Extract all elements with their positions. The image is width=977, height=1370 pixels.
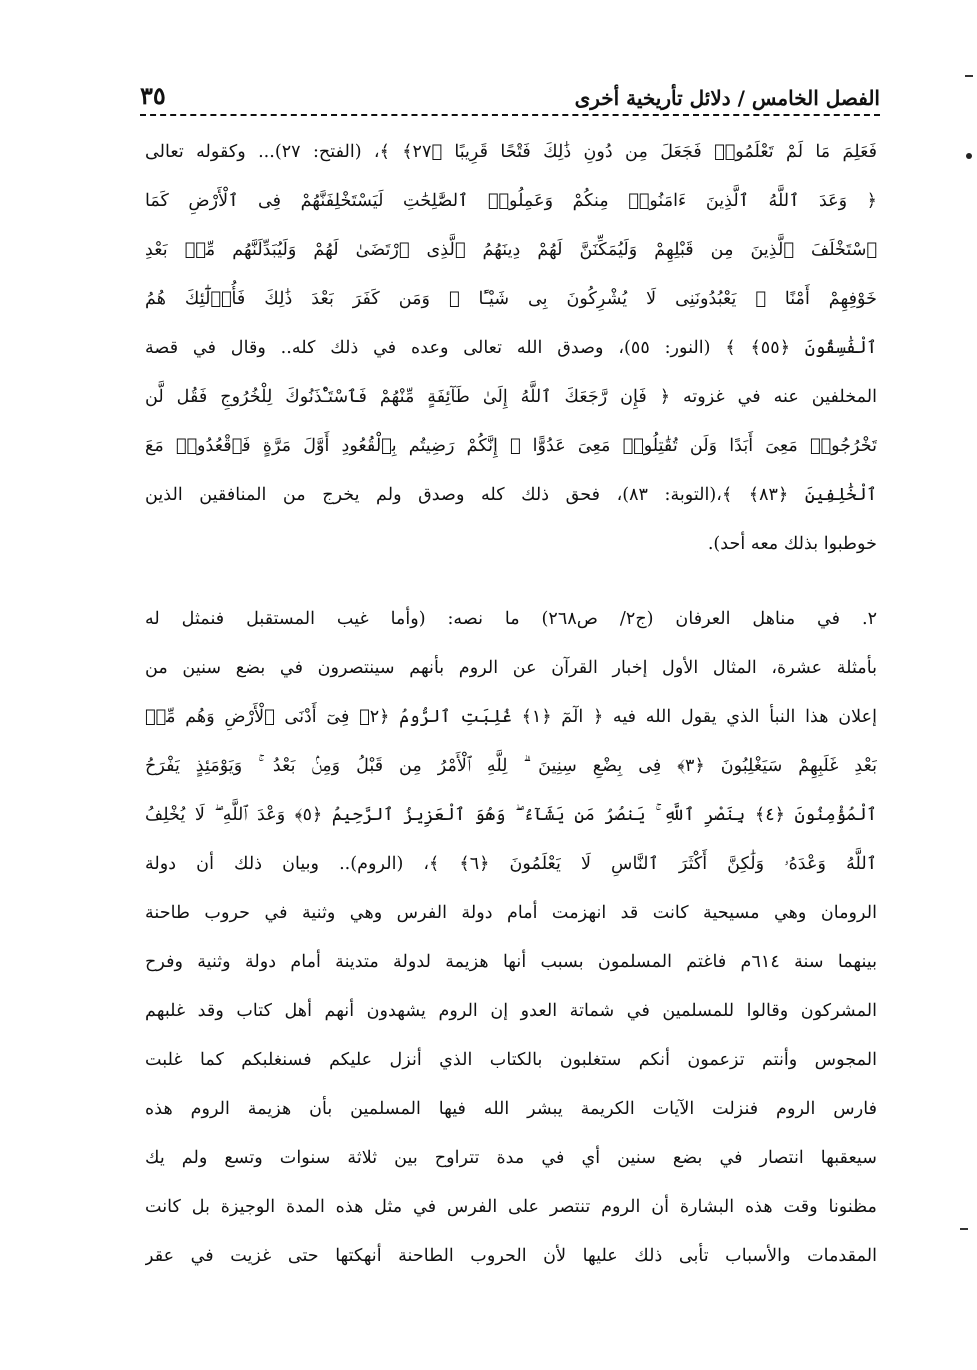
text-line: المخلفين عنه في غزوته ﴿ فَإِن رَّجَعَكَ ٱللَّهُ إِلَىٰ طَآئِفَةٍ مِّنْهُمْ فَٱسْتَـْٔذَنُوكَ لِلْخُرُوجِ فَقُل لَّن (145, 387, 877, 407)
text-line: ٱللَّهُ وَعْدَهُۥ وَلَٰكِنَّ أَكْثَرَ ٱلنَّاسِ لَا يَعْلَمُونَ ﴿٦﴾ ﴾، (الروم).. وبيان ذلك أن دولة (145, 854, 877, 874)
text-line: سيعقبها انتصار في بضع سنين أي في مدة تتراوح بين ثلاثة سنوات وتسع ولم يك (145, 1148, 877, 1168)
text-line: ٱلْخَٰلِفِينَ ﴿٨٣﴾ ﴾،(التوبة: ٨٣)، فحق ذلك كله وصدق ولم يخرج من المنافقين الذين (145, 485, 877, 505)
text-line: المجوس وأنتم تزعمون أنكم ستغلبون بالكتاب الذي أنزل عليكم فسنغلبكم كما غلبت (145, 1050, 877, 1070)
text-line: فَعَلِمَ مَا لَمْ تَعْلَمُوا۟ فَجَعَلَ مِن دُونِ ذَٰلِكَ فَتْحًا قَرِيبًا ﴿٢٧﴾ ﴾، (الفتح: ٢٧)... وكقوله تعالى (145, 142, 877, 162)
page-number: ٣٥ (140, 81, 166, 110)
text-line: ٱسْتَخْلَفَ ٱلَّذِينَ مِن قَبْلِهِمْ وَلَيُمَكِّنَنَّ لَهُمْ دِينَهُمُ ٱلَّذِى ٱرْتَضَىٰ لَهُمْ وَلَيُبَدِّلَنَّهُم مِّنۢ بَعْدِ (145, 240, 877, 260)
text-line: ٱلْفَٰسِقُونَ ﴿٥٥﴾ ﴾ (النور: ٥٥)، وصدق الله تعالى وعده في ذلك كله.. وقال في قصة (145, 338, 877, 358)
text-line: الرومان وهي مسيحية كانت قد انهزمت أمام دولة الفرس وهي وثنية في حروب طاحنة (145, 903, 877, 923)
margin-dot (966, 153, 972, 159)
text-line: ٱلْمُؤْمِنُونَ ﴿٤﴾ بِنَصْرِ ٱللَّهِ ۚ يَنصُرُ مَن يَشَآءُ ۖ وَهُوَ ٱلْعَزِيزُ ٱلرَّحِيمُ ﴿٥﴾ وَعْدَ ٱللَّهِ ۖ لَا يُخْلِفُ (145, 805, 877, 825)
text-line: المقدمات والأسباب تأبى ذلك عليها لأن الحروب الطاحنة أنهكتها حتى غزيت في عقر (145, 1246, 877, 1266)
paragraph-2 (145, 595, 877, 1281)
text-line: المشركون وقالوا للمسلمين في شماتة العدو إن الروم يشهدون أنهم أهل كتاب وقد غلبهم (145, 1001, 877, 1021)
text-line: بأمثلة عشرة، المثال الأول إخبار القرآن عن الروم بأنهم سينتصرون في بضع سنين من (145, 658, 877, 678)
text-line: فارس الروم فنزلت الآيات الكريمة يبشر الله فيها المسلمين بأن هزيمة الروم هذه (145, 1099, 877, 1119)
text-line: خوطبوا بذلك معه أحد). (707, 534, 877, 554)
text-line: بينهما سنة ٦١٤م فاغتم المسلمون بسبب أنها هزيمة لدولة متدينة أمام دولة وثنية وفرح (145, 952, 877, 972)
text-line: بَعْدِ غَلَبِهِمْ سَيَغْلِبُونَ ﴿٣﴾ فِى بِضْعِ سِنِينَ ۗ لِلَّهِ ٱلْأَمْرُ مِن قَبْلُ وَمِنۢ بَعْدُ ۚ وَيَوْمَئِذٍ يَفْرَحُ (145, 756, 877, 776)
scan-edge-mark (960, 1228, 968, 1230)
text-line: ٢. في مناهل العرفان (ج٢/ ص٢٦٨) ما نصه: (وأما غيب المستقبل فنمثل له (145, 609, 877, 629)
text-line: تَخْرُجُوا۟ مَعِىَ أَبَدًا وَلَن تُقَٰتِلُوا۟ مَعِىَ عَدُوًّا ۖ إِنَّكُمْ رَضِيتُم بِٱلْقُعُودِ أَوَّلَ مَرَّةٍ فَٱقْعُدُوا۟ مَعَ (145, 436, 877, 456)
scan-edge-mark (965, 75, 973, 77)
chapter-title: الفصل الخامس / دلائل تأريخية أخرى (574, 86, 880, 110)
paragraph-1 (145, 128, 877, 569)
text-line: إعلان هذا النبأ الذي يقول الله فيه ﴿ الٓمٓ ﴿١﴾ غُلِبَتِ ٱلرُّومُ ﴿٢﴾ فِىٓ أَدْنَى ٱلْأَرْضِ وَهُم مِّنۢ (145, 707, 877, 727)
running-header (140, 68, 880, 116)
text-line: ﴿ وَعَدَ ٱللَّهُ ٱلَّذِينَ ءَامَنُوا۟ مِنكُمْ وَعَمِلُوا۟ ٱلصَّٰلِحَٰتِ لَيَسْتَخْلِفَنَّهُمْ فِى ٱلْأَرْضِ كَمَا (145, 191, 877, 211)
text-line: مظنونا وقت هذه البشارة أن الروم تنتصر على الفرس في مثل هذه المدة الوجيزة بل كانت (145, 1197, 877, 1217)
text-line: خَوْفِهِمْ أَمْنًا ۚ يَعْبُدُونَنِى لَا يُشْرِكُونَ بِى شَيْـًٔا ۚ وَمَن كَفَرَ بَعْدَ ذَٰلِكَ فَأُو۟لَٰٓئِكَ هُمُ (145, 289, 877, 309)
page-body (145, 128, 877, 1281)
